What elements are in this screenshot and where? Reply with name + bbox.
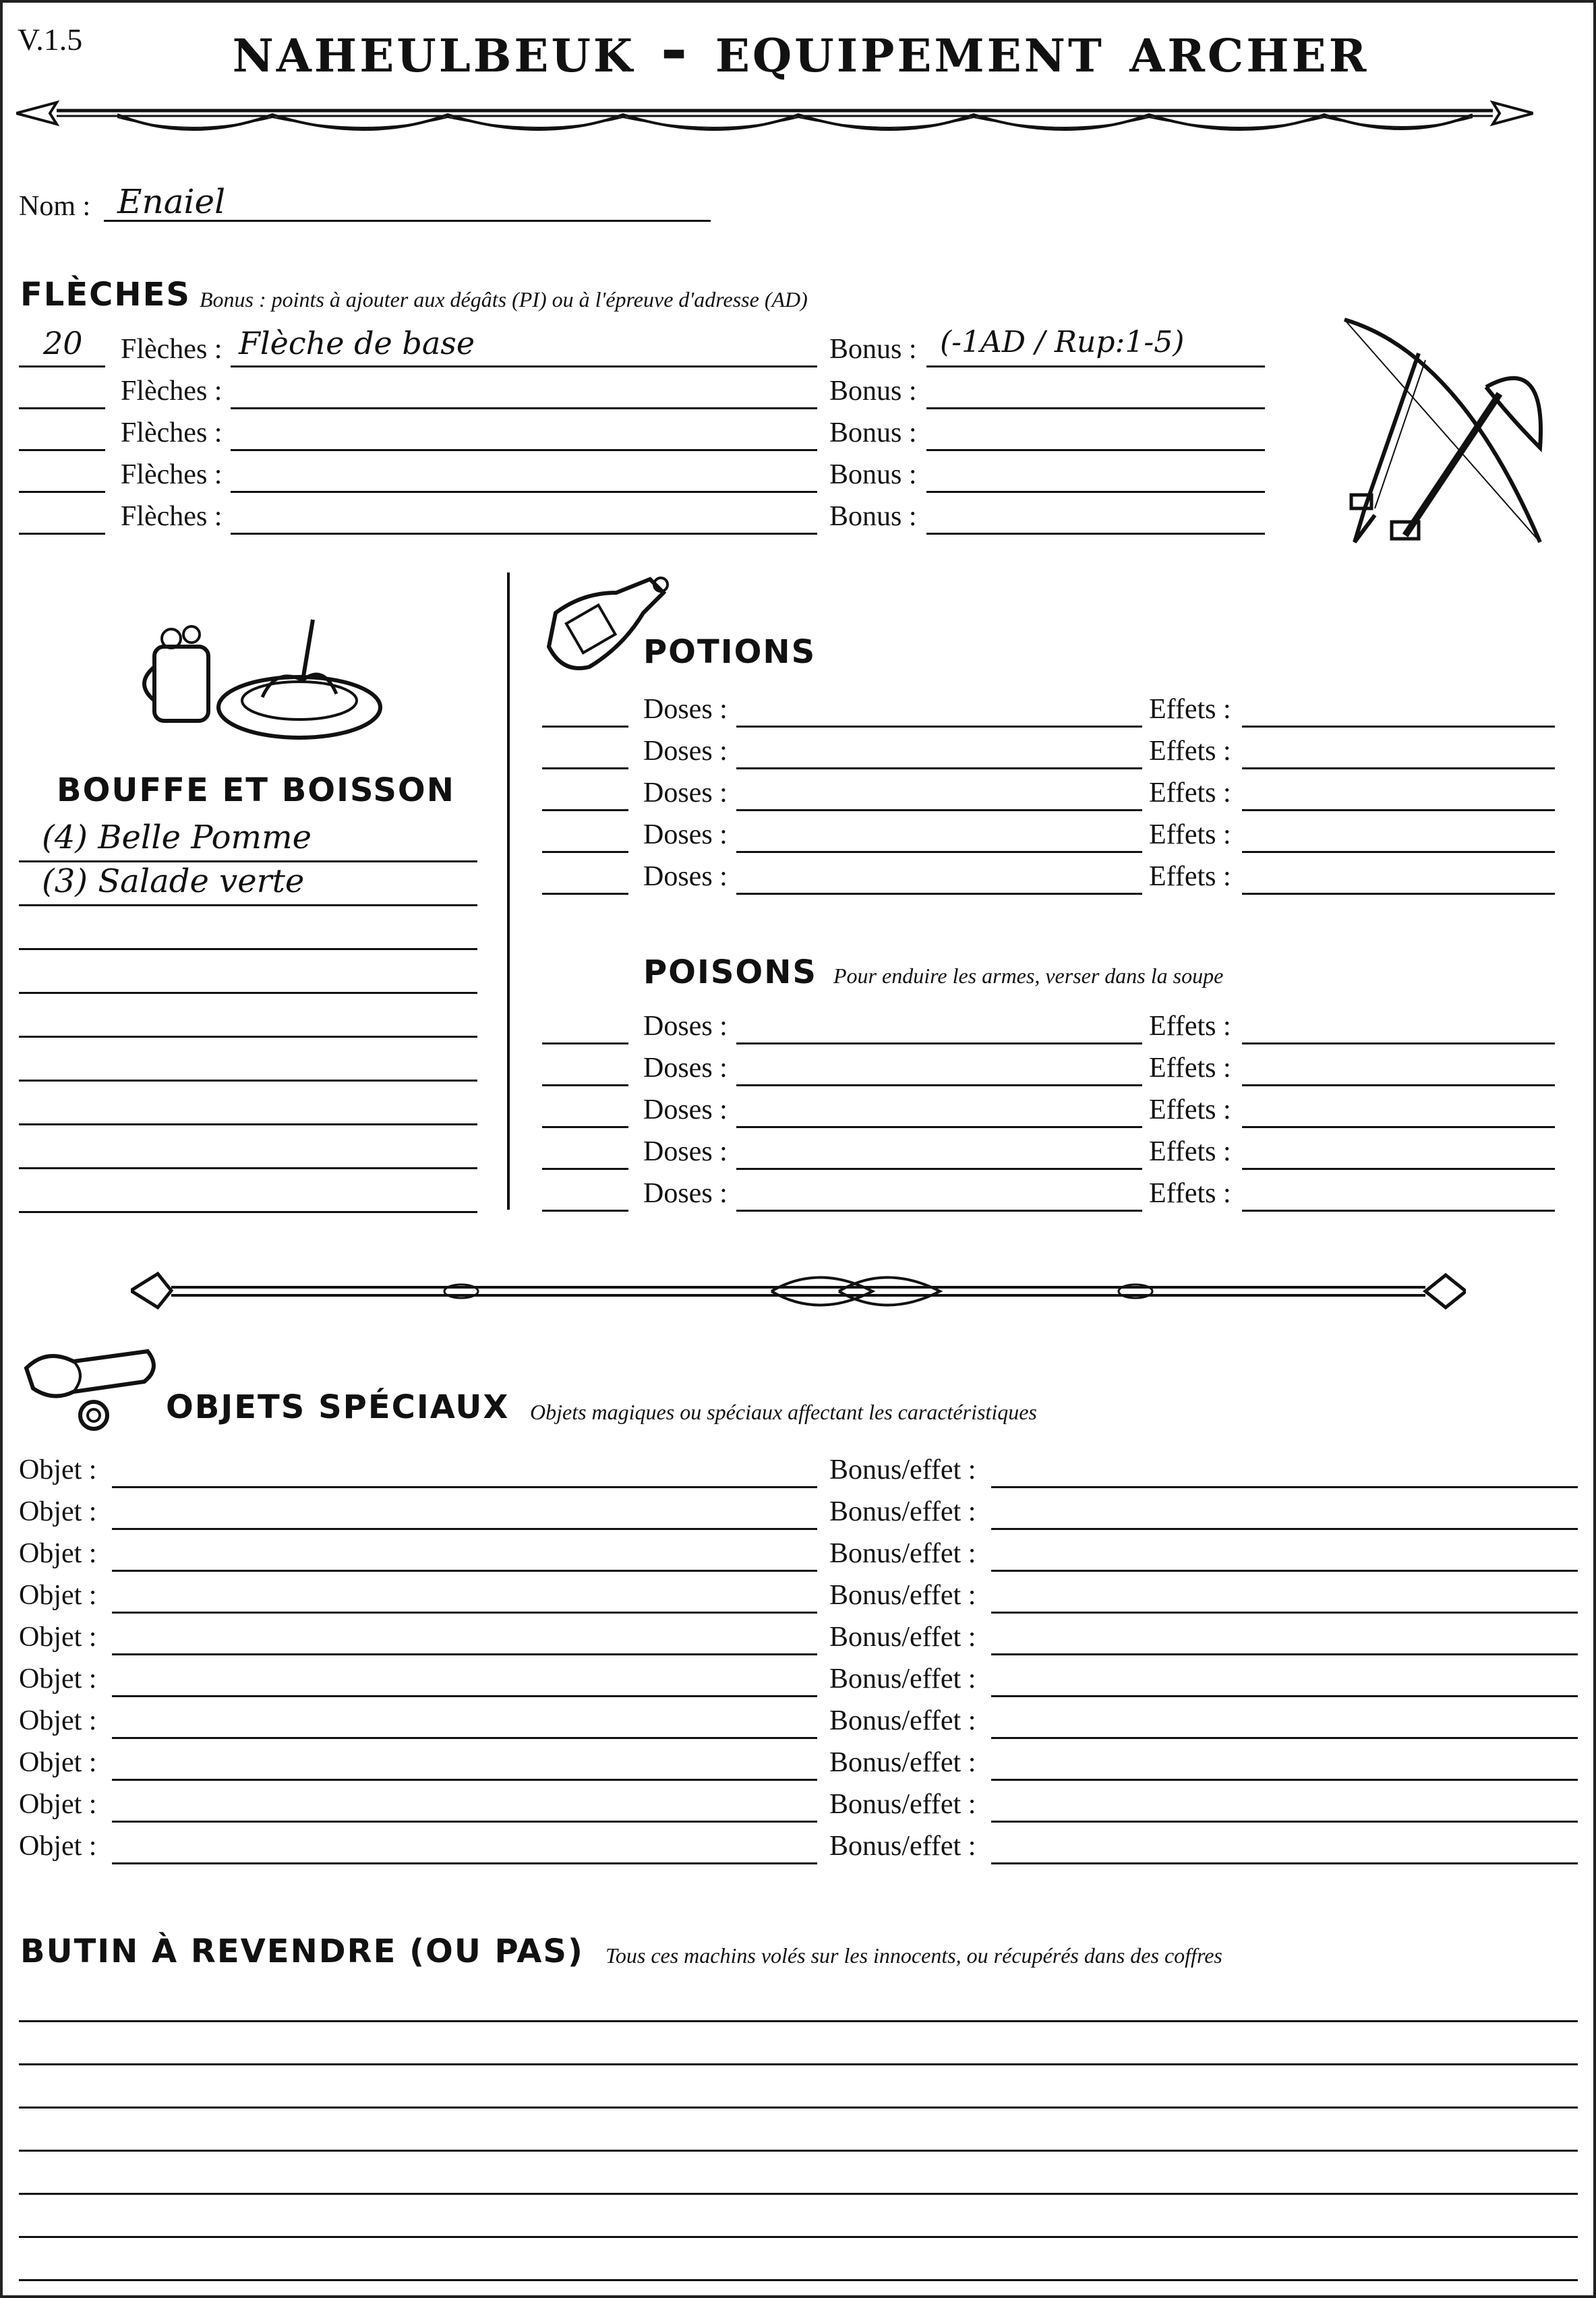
potion-effect-line <box>1242 851 1555 853</box>
arrow-type-line <box>231 407 817 409</box>
special-object-label: Objet : <box>19 1663 97 1695</box>
potion-dose-line <box>736 767 1142 769</box>
special-bonus-label: Bonus/effet : <box>829 1831 976 1862</box>
poison-quantity-line <box>542 1168 628 1170</box>
arrow-bonus-label: Bonus : <box>829 459 917 490</box>
food-item-line <box>19 1167 477 1169</box>
potion-dose-label: Doses : <box>643 819 728 850</box>
poison-dose-label: Doses : <box>643 1011 728 1042</box>
arrow-row-label: Flèches : <box>121 376 223 407</box>
loot-line <box>19 2020 1578 2022</box>
poison-dose-line <box>736 1084 1142 1086</box>
name-underline <box>104 220 711 222</box>
potion-effect-label: Effets : <box>1149 736 1231 767</box>
potion-effect-line <box>1242 767 1555 769</box>
special-section-note: Objets magiques ou spéciaux affectant les caractéristiques <box>530 1400 1037 1424</box>
poisons-section-title: POISONS <box>643 953 817 991</box>
special-section-title: OBJETS SPÉCIAUX <box>166 1388 510 1426</box>
version-label: V.1.5 <box>18 22 83 57</box>
special-bonus-line <box>991 1695 1578 1697</box>
special-bonus-label: Bonus/effet : <box>829 1747 976 1778</box>
special-object-line <box>112 1528 817 1530</box>
food-item-line <box>19 1036 477 1038</box>
loot-line <box>19 2150 1578 2152</box>
special-bonus-line <box>991 1862 1578 1864</box>
potion-dose-line <box>736 726 1142 728</box>
arrow-type-field[interactable]: Flèche de base <box>239 325 475 361</box>
arrow-bonus-line <box>926 533 1265 535</box>
special-bonus-line <box>991 1486 1578 1488</box>
arrow-row-label: Flèches : <box>121 334 223 365</box>
special-object-line <box>112 1862 817 1864</box>
potion-dose-label: Doses : <box>643 777 728 808</box>
potion-quantity-line <box>542 726 628 728</box>
arrow-bonus-line <box>926 365 1265 367</box>
poison-effect-label: Effets : <box>1149 1178 1231 1209</box>
arrow-row-label: Flèches : <box>121 459 223 490</box>
arrows-section-title: FLÈCHES <box>20 276 191 314</box>
poison-quantity-line <box>542 1126 628 1128</box>
arrow-type-line <box>231 449 817 451</box>
arrow-bonus-label: Bonus : <box>829 501 917 532</box>
page-title: naheulbeuk - equipement archer <box>232 11 1369 87</box>
poison-effect-label: Effets : <box>1149 1011 1231 1042</box>
special-object-label: Objet : <box>19 1580 97 1611</box>
column-divider <box>507 572 510 1210</box>
special-object-line <box>112 1779 817 1781</box>
food-item-line <box>19 1123 477 1125</box>
special-bonus-label: Bonus/effet : <box>829 1789 976 1820</box>
loot-line <box>19 2279 1578 2281</box>
loot-line <box>19 2236 1578 2238</box>
special-object-line <box>112 1570 817 1572</box>
food-item-line <box>19 1080 477 1082</box>
arrow-row-label: Flèches : <box>121 417 223 448</box>
scroll-ring-icon <box>20 1341 161 1436</box>
food-item-line <box>19 904 477 906</box>
poison-dose-label: Doses : <box>643 1094 728 1125</box>
special-object-label: Objet : <box>19 1454 97 1485</box>
potion-quantity-line <box>542 767 628 769</box>
special-object-label: Objet : <box>19 1831 97 1862</box>
arrow-bonus-label: Bonus : <box>829 417 917 448</box>
arrow-row-label: Flèches : <box>121 501 223 532</box>
special-object-label: Objet : <box>19 1496 97 1527</box>
arrow-quantity-line <box>19 533 105 535</box>
special-object-line <box>112 1737 817 1739</box>
poison-effect-line <box>1242 1042 1555 1044</box>
food-item-line <box>19 948 477 950</box>
loot-line <box>19 2193 1578 2195</box>
potion-dose-label: Doses : <box>643 736 728 767</box>
poison-quantity-line <box>542 1084 628 1086</box>
special-bonus-label: Bonus/effet : <box>829 1538 976 1569</box>
food-section-title: BOUFFE ET BOISSON <box>57 771 455 809</box>
arrow-bonus-label: Bonus : <box>829 334 917 365</box>
special-bonus-line <box>991 1570 1578 1572</box>
poison-effect-line <box>1242 1168 1555 1170</box>
potion-dose-label: Doses : <box>643 861 728 892</box>
potions-section-title: POTIONS <box>643 633 817 671</box>
arrow-bonus-label: Bonus : <box>829 376 917 407</box>
poison-effect-label: Effets : <box>1149 1053 1231 1084</box>
potion-dose-line <box>736 893 1142 895</box>
food-item-line <box>19 1211 477 1213</box>
poison-effect-line <box>1242 1126 1555 1128</box>
food-item[interactable]: (3) Salade verte <box>42 862 305 900</box>
special-bonus-line <box>991 1612 1578 1614</box>
poison-effect-label: Effets : <box>1149 1094 1231 1125</box>
arrow-bonus-line <box>926 491 1265 493</box>
poison-dose-line <box>736 1168 1142 1170</box>
potion-quantity-line <box>542 851 628 853</box>
loot-section-note: Tous ces machins volés sur les innocents, ou récupérés dans des coffres <box>605 1943 1222 1968</box>
special-bonus-label: Bonus/effet : <box>829 1454 976 1485</box>
special-bonus-label: Bonus/effet : <box>829 1580 976 1611</box>
special-bonus-line <box>991 1821 1578 1823</box>
special-bonus-label: Bonus/effet : <box>829 1663 976 1695</box>
arrow-type-line <box>231 491 817 493</box>
potion-dose-label: Doses : <box>643 694 728 725</box>
potion-effect-label: Effets : <box>1149 861 1231 892</box>
arrow-banner-icon <box>16 90 1533 144</box>
potion-quantity-line <box>542 893 628 895</box>
arrow-bonus-field[interactable]: (-1AD / Rup:1-5) <box>940 325 1185 359</box>
arrow-quantity-line <box>19 407 105 409</box>
special-object-label: Objet : <box>19 1705 97 1736</box>
poison-dose-line <box>736 1210 1142 1212</box>
potion-dose-line <box>736 851 1142 853</box>
special-bonus-line <box>991 1779 1578 1781</box>
arrow-type-line <box>231 533 817 535</box>
loot-section-title: BUTIN À REVENDRE (OU PAS) <box>20 1933 584 1970</box>
potion-quantity-line <box>542 809 628 811</box>
staff-divider-icon <box>131 1260 1466 1321</box>
arrow-type-line <box>231 365 817 367</box>
poison-dose-label: Doses : <box>643 1053 728 1084</box>
poison-quantity-line <box>542 1210 628 1212</box>
arrow-quantity-line <box>19 449 105 451</box>
potion-effect-line <box>1242 893 1555 895</box>
potion-effect-line <box>1242 726 1555 728</box>
arrow-quantity-line <box>19 365 105 367</box>
special-bonus-label: Bonus/effet : <box>829 1705 976 1736</box>
special-object-label: Objet : <box>19 1622 97 1653</box>
food-plate-icon <box>141 606 384 741</box>
potion-dose-line <box>736 809 1142 811</box>
poison-effect-line <box>1242 1210 1555 1212</box>
special-object-line <box>112 1653 817 1655</box>
arrow-quantity-line <box>19 491 105 493</box>
special-bonus-line <box>991 1653 1578 1655</box>
poison-quantity-line <box>542 1042 628 1044</box>
name-label: Nom : <box>19 191 91 222</box>
special-object-label: Objet : <box>19 1789 97 1820</box>
potion-effect-label: Effets : <box>1149 777 1231 808</box>
special-object-label: Objet : <box>19 1747 97 1778</box>
special-object-line <box>112 1821 817 1823</box>
arrows-section-note: Bonus : points à ajouter aux dégâts (PI) ou à l'épreuve d'adresse (AD) <box>200 287 808 312</box>
poison-dose-label: Doses : <box>643 1136 728 1167</box>
poison-effect-label: Effets : <box>1149 1136 1231 1167</box>
special-bonus-line <box>991 1737 1578 1739</box>
poison-dose-label: Doses : <box>643 1178 728 1209</box>
loot-line <box>19 2063 1578 2065</box>
potion-effect-label: Effets : <box>1149 819 1231 850</box>
arrow-quantity[interactable]: 20 <box>43 325 83 361</box>
poison-dose-line <box>736 1126 1142 1128</box>
potion-effect-line <box>1242 809 1555 811</box>
food-item-line <box>19 992 477 994</box>
poisons-section-note: Pour enduire les armes, verser dans la soupe <box>833 964 1224 988</box>
special-bonus-line <box>991 1528 1578 1530</box>
food-item[interactable]: (4) Belle Pomme <box>42 819 312 856</box>
arrow-bonus-line <box>926 449 1265 451</box>
poison-dose-line <box>736 1042 1142 1044</box>
special-object-line <box>112 1486 817 1488</box>
special-object-label: Objet : <box>19 1538 97 1569</box>
special-bonus-label: Bonus/effet : <box>829 1622 976 1653</box>
crossed-weapons-icon <box>1324 313 1567 556</box>
loot-line <box>19 2106 1578 2109</box>
poison-effect-line <box>1242 1084 1555 1086</box>
potion-effect-label: Effets : <box>1149 694 1231 725</box>
arrow-bonus-line <box>926 407 1265 409</box>
special-bonus-label: Bonus/effet : <box>829 1496 976 1527</box>
special-object-line <box>112 1695 817 1697</box>
name-field[interactable]: Enaiel <box>117 182 226 221</box>
special-object-line <box>112 1612 817 1614</box>
